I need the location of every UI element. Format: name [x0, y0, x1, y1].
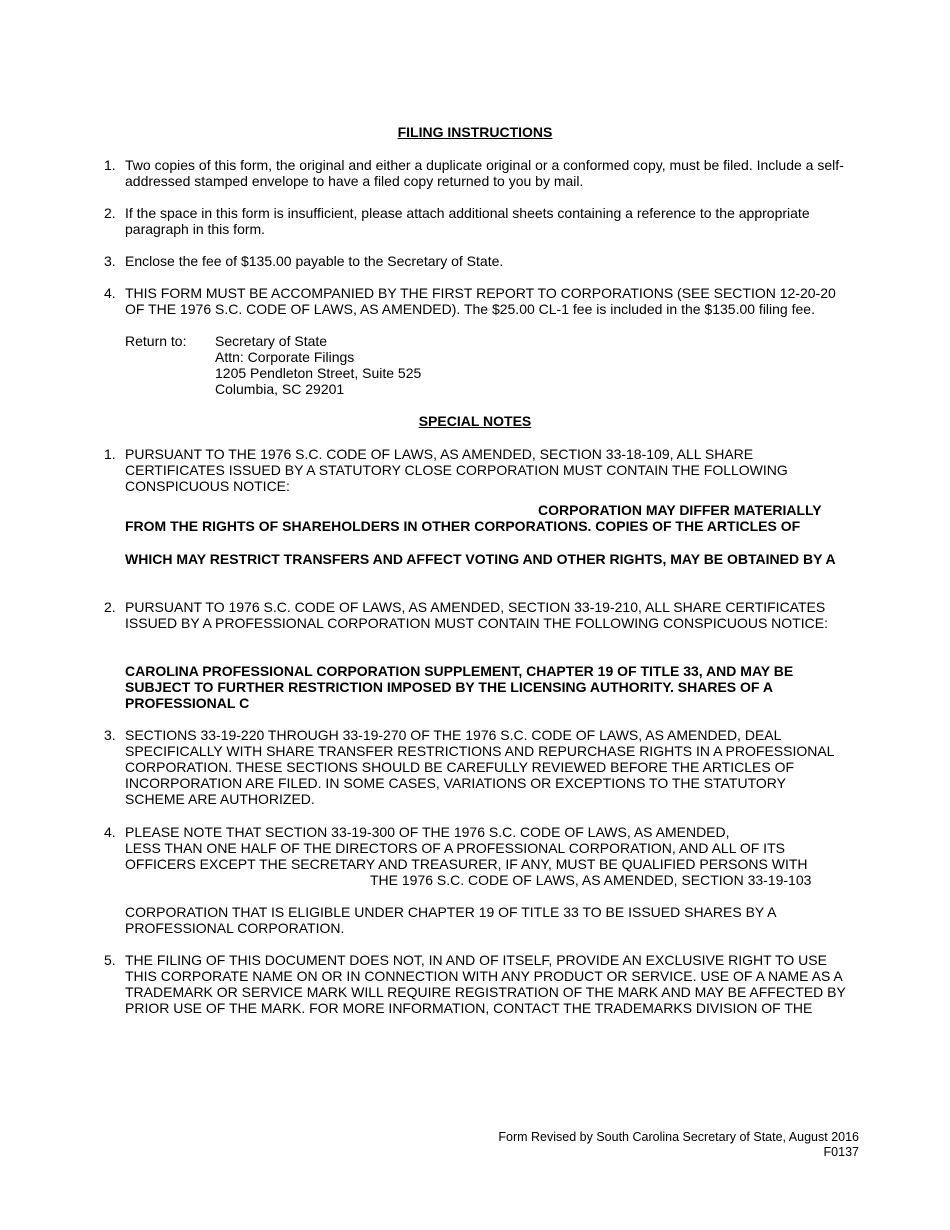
notice-line: PROFESSIONAL C — [125, 695, 250, 711]
filing-item-4 — [104, 285, 864, 317]
address-line: 1205 Pendleton Street, Suite 525 — [215, 365, 422, 381]
item-number: 1. — [104, 157, 116, 173]
special-notes-title: SPECIAL NOTES — [418, 413, 532, 429]
item-line: PROFESSIONAL CORPORATION. — [125, 920, 345, 936]
item-number: 4. — [104, 824, 116, 840]
notice-line: CORPORATION MAY DIFFER MATERIALLY — [538, 502, 822, 518]
item-line: If the space in this form is insufficient, please attach additional sheets containing a reference to the appropriate — [125, 205, 810, 221]
item-line: THIS CORPORATE NAME ON OR IN CONNECTION WITH ANY PRODUCT OR SERVICE. USE OF A NAME AS A — [125, 968, 843, 984]
address-line: Attn: Corporate Filings — [215, 349, 355, 365]
item-line: CONSPICUOUS NOTICE: — [125, 478, 290, 494]
notice-line: WHICH MAY RESTRICT TRANSFERS AND AFFECT VOTING AND OTHER RIGHTS, MAY BE OBTAINED BY A — [125, 551, 836, 567]
item-line: PRIOR USE OF THE MARK. FOR MORE INFORMATION, CONTACT THE TRADEMARKS DIVISION OF THE — [125, 1000, 813, 1016]
item-line: PURSUANT TO THE 1976 S.C. CODE OF LAWS, AS AMENDED, SECTION 33-18-109, ALL SHARE — [125, 446, 754, 462]
special-note-1 — [104, 446, 864, 494]
filing-item-3 — [104, 253, 864, 269]
item-line: PLEASE NOTE THAT SECTION 33-19-300 OF THE 1976 S.C. CODE OF LAWS, AS AMENDED, — [125, 824, 730, 840]
item-line: CORPORATION. THESE SECTIONS SHOULD BE CAREFULLY REVIEWED BEFORE THE ARTICLES OF — [125, 759, 795, 775]
filing-item-1 — [104, 157, 864, 189]
item-line: THE FILING OF THIS DOCUMENT DOES NOT, IN AND OF ITSELF, PROVIDE AN EXCLUSIVE RIGHT TO USE — [125, 952, 827, 968]
item-number: 3. — [104, 727, 116, 743]
item-line: PURSUANT TO 1976 S.C. CODE OF LAWS, AS AMENDED, SECTION 33-19-210, ALL SHARE CERTIFICATES — [125, 599, 826, 615]
mailing-address — [215, 333, 421, 397]
item-number: 5. — [104, 952, 116, 968]
revision-note: Form Revised by South Carolina Secretary of State, August 2016 — [498, 1130, 859, 1144]
filing-item-2 — [104, 205, 864, 237]
item-line: LESS THAN ONE HALF OF THE DIRECTORS OF A PROFESSIONAL CORPORATION, AND ALL OF ITS — [125, 840, 785, 856]
item-line: SECTIONS 33-19-220 THROUGH 33-19-270 OF THE 1976 S.C. CODE OF LAWS, AS AMENDED, DEAL — [125, 727, 782, 743]
item-line: TRADEMARK OR SERVICE MARK WILL REQUIRE REGISTRATION OF THE MARK AND MAY BE AFFECTED BY — [125, 984, 846, 1000]
item-line: OF THE 1976 S.C. CODE OF LAWS, AS AMENDED). The $25.00 CL-1 fee is included in the $135.00 filing fee. — [125, 301, 815, 317]
address-line: Columbia, SC 29201 — [215, 381, 345, 397]
item-number: 2. — [104, 599, 116, 615]
item-number: 1. — [104, 446, 116, 462]
item-line: CORPORATION THAT IS ELIGIBLE UNDER CHAPTER 19 OF TITLE 33 TO BE ISSUED SHARES BY A — [125, 904, 777, 920]
item-line: paragraph in this form. — [125, 221, 266, 237]
item-line: OFFICERS EXCEPT THE SECRETARY AND TREASURER, IF ANY, MUST BE QUALIFIED PERSONS WITH — [125, 856, 808, 872]
item-line: ISSUED BY A PROFESSIONAL CORPORATION MUST CONTAIN THE FOLLOWING CONSPICUOUS NOTICE: — [125, 615, 828, 631]
item-line: SPECIFICALLY WITH SHARE TRANSFER RESTRICTIONS AND REPURCHASE RIGHTS IN A PROFESSIONAL — [125, 743, 835, 759]
return-label: Return to: — [125, 333, 187, 349]
item-line: SCHEME ARE AUTHORIZED. — [125, 791, 315, 807]
special-note-5 — [104, 952, 864, 1016]
item-number: 3. — [104, 253, 116, 269]
form-code: F0137 — [823, 1145, 859, 1159]
special-note-3 — [104, 727, 864, 807]
item-line: INCORPORATION ARE FILED. IN SOME CASES, VARIATIONS OR EXCEPTIONS TO THE STATUTORY — [125, 775, 786, 791]
form-footer — [498, 1130, 859, 1160]
special-note-2 — [104, 599, 864, 631]
item-line: THIS FORM MUST BE ACCOMPANIED BY THE FIRST REPORT TO CORPORATIONS (SEE SECTION 12-20-20 — [125, 285, 836, 301]
item-number: 4. — [104, 285, 116, 301]
item-line: Two copies of this form, the original and either a duplicate original or a conformed copy, must be filed. Include a self- — [125, 157, 844, 173]
filing-instructions-title: FILING INSTRUCTIONS — [397, 124, 553, 140]
special-note-4 — [104, 824, 864, 872]
notice-line: SUBJECT TO FURTHER RESTRICTION IMPOSED BY THE LICENSING AUTHORITY. SHARES OF A — [125, 679, 773, 695]
item-line: Enclose the fee of $135.00 payable to the Secretary of State. — [125, 253, 504, 269]
notice-line: FROM THE RIGHTS OF SHAREHOLDERS IN OTHER CORPORATIONS. COPIES OF THE ARTICLES OF — [125, 518, 801, 534]
address-line: Secretary of State — [215, 333, 328, 349]
item-line: CERTIFICATES ISSUED BY A STATUTORY CLOSE CORPORATION MUST CONTAIN THE FOLLOWING — [125, 462, 788, 478]
item-line: THE 1976 S.C. CODE OF LAWS, AS AMENDED, SECTION 33-19-103 — [370, 872, 812, 888]
item-line: addressed stamped envelope to have a filed copy returned to you by mail. — [125, 173, 584, 189]
notice-line: CAROLINA PROFESSIONAL CORPORATION SUPPLEMENT, CHAPTER 19 OF TITLE 33, AND MAY BE — [125, 663, 794, 679]
item-number: 2. — [104, 205, 116, 221]
